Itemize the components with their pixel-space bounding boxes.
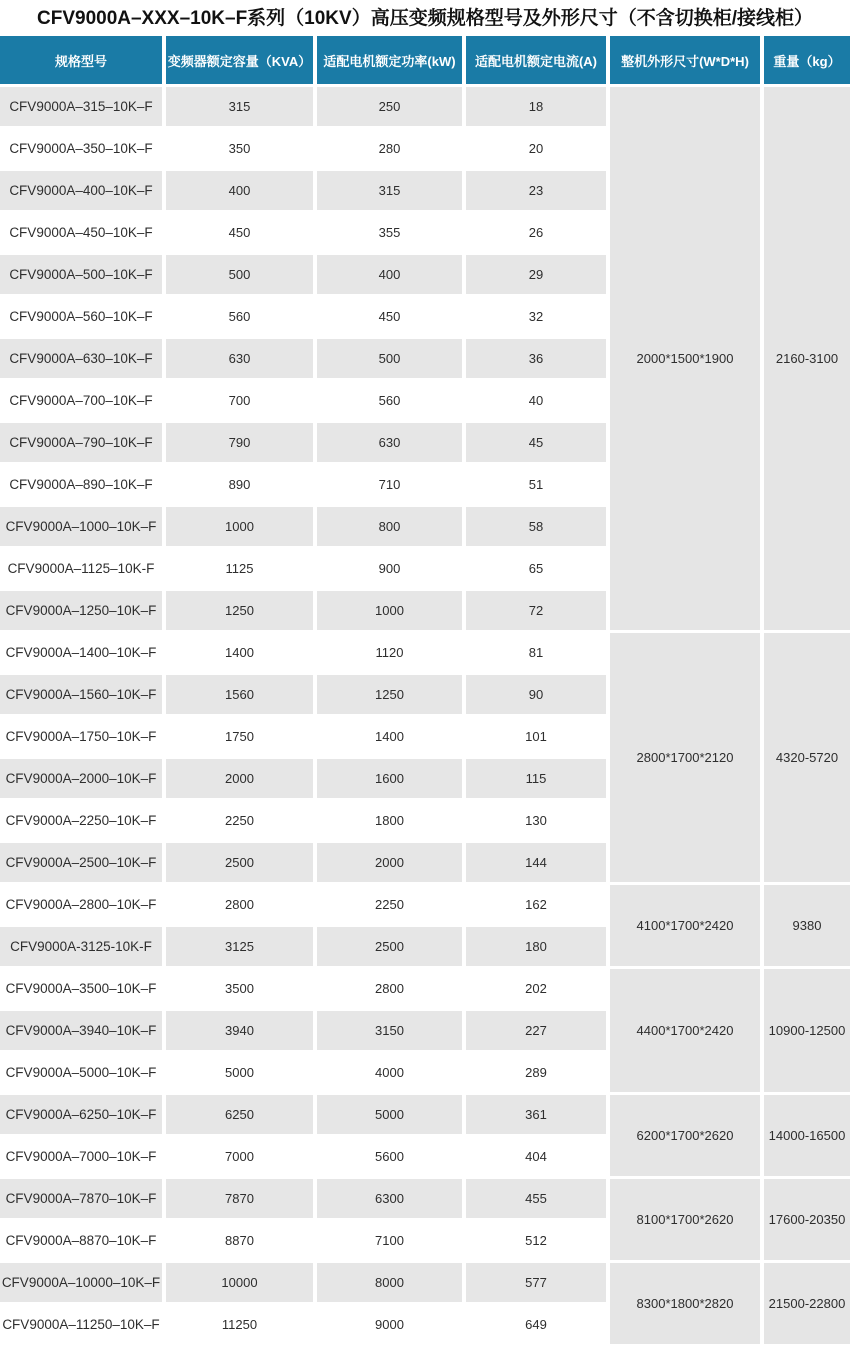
model-cell: CFV9000A–3940–10K–F [0,1011,162,1050]
motor-power-cell: 280 [317,129,462,168]
motor-power-cell: 1600 [317,759,462,798]
model-cell: CFV9000A–500–10K–F [0,255,162,294]
model-cell: CFV9000A–400–10K–F [0,171,162,210]
model-cell: CFV9000A–630–10K–F [0,339,162,378]
rated-capacity-cell: 2000 [166,759,313,798]
weight-cell: 10900-12500 [764,969,850,1092]
model-cell: CFV9000A–2800–10K–F [0,885,162,924]
motor-current-cell: 29 [466,255,606,294]
page-title: CFV9000A–XXX–10K–F系列（10KV）高压变频规格型号及外形尺寸（不含切换柜/接线柜） [37,8,813,29]
motor-current-cell: 404 [466,1137,606,1176]
column-header-motor-current: 适配电机额定电流(A) [466,36,606,84]
motor-power-cell: 5600 [317,1137,462,1176]
rated-capacity-cell: 350 [166,129,313,168]
model-cell: CFV9000A–315–10K–F [0,87,162,126]
model-cell: CFV9000A–1125–10K-F [0,549,162,588]
motor-current-cell: 26 [466,213,606,252]
model-cell: CFV9000A–1000–10K–F [0,507,162,546]
motor-current-cell: 18 [466,87,606,126]
model-cell: CFV9000A–10000–10K–F [0,1263,162,1302]
motor-power-cell: 6300 [317,1179,462,1218]
table-row [0,969,850,1008]
dimensions-cell: 2000*1500*1900 [610,87,760,630]
motor-power-cell: 560 [317,381,462,420]
table-row [0,1179,850,1218]
model-cell: CFV9000A-3125-10K-F [0,927,162,966]
rated-capacity-cell: 560 [166,297,313,336]
rated-capacity-cell: 7000 [166,1137,313,1176]
header-row [0,36,850,84]
motor-current-cell: 115 [466,759,606,798]
motor-current-cell: 227 [466,1011,606,1050]
motor-power-cell: 4000 [317,1053,462,1092]
rated-capacity-cell: 1750 [166,717,313,756]
dimensions-cell: 4100*1700*2420 [610,885,760,966]
table-row [0,885,850,924]
motor-current-cell: 72 [466,591,606,630]
rated-capacity-cell: 630 [166,339,313,378]
rated-capacity-cell: 1560 [166,675,313,714]
rated-capacity-cell: 3940 [166,1011,313,1050]
motor-power-cell: 2000 [317,843,462,882]
weight-cell: 21500-22800 [764,1263,850,1344]
motor-current-cell: 51 [466,465,606,504]
rated-capacity-cell: 2250 [166,801,313,840]
motor-current-cell: 90 [466,675,606,714]
rated-capacity-cell: 3125 [166,927,313,966]
model-cell: CFV9000A–2000–10K–F [0,759,162,798]
rated-capacity-cell: 7870 [166,1179,313,1218]
motor-power-cell: 1120 [317,633,462,672]
table-row [0,1095,850,1134]
motor-current-cell: 20 [466,129,606,168]
model-cell: CFV9000A–3500–10K–F [0,969,162,1008]
motor-power-cell: 1400 [317,717,462,756]
motor-current-cell: 144 [466,843,606,882]
model-cell: CFV9000A–2250–10K–F [0,801,162,840]
table-row [0,1263,850,1302]
rated-capacity-cell: 1125 [166,549,313,588]
motor-current-cell: 577 [466,1263,606,1302]
motor-power-cell: 9000 [317,1305,462,1344]
column-header-weight: 重量（kg） [764,36,850,84]
motor-current-cell: 180 [466,927,606,966]
weight-cell: 17600-20350 [764,1179,850,1260]
rated-capacity-cell: 2800 [166,885,313,924]
motor-current-cell: 23 [466,171,606,210]
motor-power-cell: 1000 [317,591,462,630]
spec-table-header [0,36,850,84]
motor-power-cell: 710 [317,465,462,504]
motor-current-cell: 162 [466,885,606,924]
motor-power-cell: 250 [317,87,462,126]
rated-capacity-cell: 315 [166,87,313,126]
model-cell: CFV9000A–7000–10K–F [0,1137,162,1176]
dimensions-cell: 2800*1700*2120 [610,633,760,882]
dimensions-cell: 4400*1700*2420 [610,969,760,1092]
model-cell: CFV9000A–6250–10K–F [0,1095,162,1134]
rated-capacity-cell: 5000 [166,1053,313,1092]
motor-power-cell: 450 [317,297,462,336]
motor-power-cell: 315 [317,171,462,210]
rated-capacity-cell: 10000 [166,1263,313,1302]
motor-power-cell: 7100 [317,1221,462,1260]
motor-current-cell: 455 [466,1179,606,1218]
motor-power-cell: 1250 [317,675,462,714]
motor-power-cell: 630 [317,423,462,462]
column-header-dimensions: 整机外形尺寸(W*D*H) [610,36,760,84]
model-cell: CFV9000A–5000–10K–F [0,1053,162,1092]
motor-power-cell: 355 [317,213,462,252]
spec-table [0,33,850,1347]
model-cell: CFV9000A–8870–10K–F [0,1221,162,1260]
motor-current-cell: 361 [466,1095,606,1134]
model-cell: CFV9000A–11250–10K–F [0,1305,162,1344]
rated-capacity-cell: 1400 [166,633,313,672]
motor-power-cell: 1800 [317,801,462,840]
motor-power-cell: 8000 [317,1263,462,1302]
motor-power-cell: 500 [317,339,462,378]
rated-capacity-cell: 1000 [166,507,313,546]
model-cell: CFV9000A–1400–10K–F [0,633,162,672]
motor-power-cell: 900 [317,549,462,588]
motor-power-cell: 2800 [317,969,462,1008]
dimensions-cell: 8100*1700*2620 [610,1179,760,1260]
motor-power-cell: 400 [317,255,462,294]
motor-current-cell: 45 [466,423,606,462]
spec-table-body [0,87,850,1344]
dimensions-cell: 8300*1800*2820 [610,1263,760,1344]
model-cell: CFV9000A–1750–10K–F [0,717,162,756]
table-row [0,633,850,672]
rated-capacity-cell: 6250 [166,1095,313,1134]
model-cell: CFV9000A–1560–10K–F [0,675,162,714]
weight-cell: 9380 [764,885,850,966]
motor-current-cell: 649 [466,1305,606,1344]
motor-current-cell: 81 [466,633,606,672]
model-cell: CFV9000A–790–10K–F [0,423,162,462]
model-cell: CFV9000A–450–10K–F [0,213,162,252]
weight-cell: 2160-3100 [764,87,850,630]
rated-capacity-cell: 890 [166,465,313,504]
rated-capacity-cell: 8870 [166,1221,313,1260]
rated-capacity-cell: 790 [166,423,313,462]
rated-capacity-cell: 400 [166,171,313,210]
column-header-motor-power: 适配电机额定功率(kW) [317,36,462,84]
rated-capacity-cell: 1250 [166,591,313,630]
column-header-model: 规格型号 [0,36,162,84]
model-cell: CFV9000A–2500–10K–F [0,843,162,882]
motor-power-cell: 2500 [317,927,462,966]
motor-power-cell: 2250 [317,885,462,924]
model-cell: CFV9000A–1250–10K–F [0,591,162,630]
motor-current-cell: 202 [466,969,606,1008]
motor-current-cell: 101 [466,717,606,756]
model-cell: CFV9000A–700–10K–F [0,381,162,420]
rated-capacity-cell: 450 [166,213,313,252]
motor-current-cell: 289 [466,1053,606,1092]
motor-current-cell: 36 [466,339,606,378]
motor-current-cell: 130 [466,801,606,840]
motor-current-cell: 58 [466,507,606,546]
model-cell: CFV9000A–890–10K–F [0,465,162,504]
motor-current-cell: 512 [466,1221,606,1260]
model-cell: CFV9000A–7870–10K–F [0,1179,162,1218]
rated-capacity-cell: 700 [166,381,313,420]
rated-capacity-cell: 3500 [166,969,313,1008]
weight-cell: 4320-5720 [764,633,850,882]
column-header-rated-capacity: 变频器额定容量（KVA） [166,36,313,84]
motor-current-cell: 40 [466,381,606,420]
motor-power-cell: 5000 [317,1095,462,1134]
rated-capacity-cell: 2500 [166,843,313,882]
rated-capacity-cell: 11250 [166,1305,313,1344]
dimensions-cell: 6200*1700*2620 [610,1095,760,1176]
model-cell: CFV9000A–560–10K–F [0,297,162,336]
motor-current-cell: 65 [466,549,606,588]
rated-capacity-cell: 500 [166,255,313,294]
model-cell: CFV9000A–350–10K–F [0,129,162,168]
motor-current-cell: 32 [466,297,606,336]
motor-power-cell: 3150 [317,1011,462,1050]
motor-power-cell: 800 [317,507,462,546]
weight-cell: 14000-16500 [764,1095,850,1176]
table-row [0,87,850,126]
